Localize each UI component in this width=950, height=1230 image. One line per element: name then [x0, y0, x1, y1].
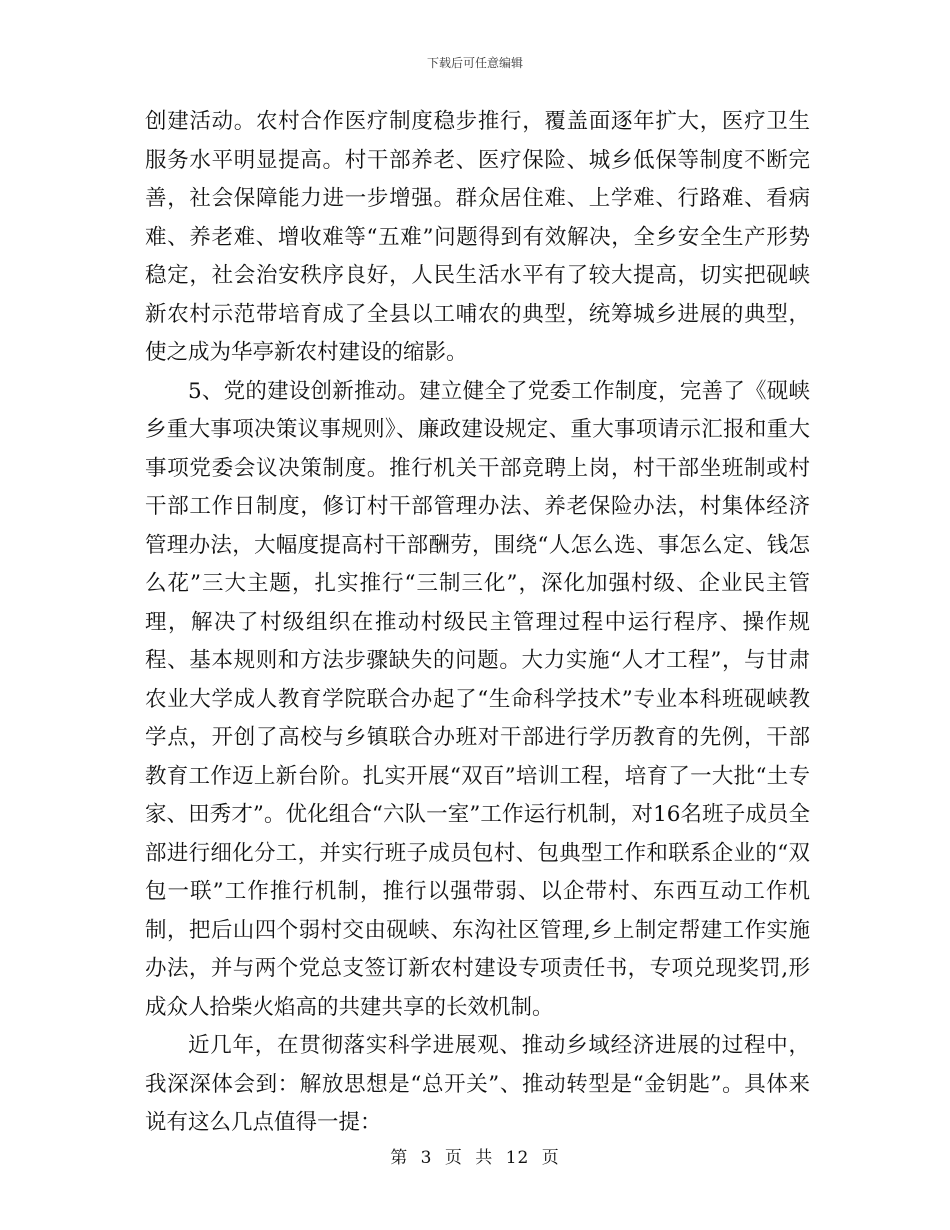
body-text: [145, 103, 810, 1143]
page-header-note: 下载后可任意编辑: [426, 56, 523, 70]
page-number: 第 3 页 共 12 页: [390, 1148, 560, 1168]
paragraph-continuation: 创建活动。农村合作医疗制度稳步推行，覆盖面逐年扩大，医疗卫生服务水平明显提高。村干部养老、医疗保险、城乡低保等制度不断完善，社会保障能力进一步增强。群众居住难、上学难、行路难、看病难、养老难、增收难等“五难”问题得到有效解决，全乡安全生产形势稳定，社会治安秩序良好，人民生活水平有了较大提高，切实把砚峡新农村示范带培育成了全县以工哺农的典型，统筹城乡进展的典型，使之成为华亭新农村建设的缩影。: [145, 109, 810, 365]
paragraph-reflection: 近几年，在贯彻落实科学进展观、推动乡域经济进展的过程中，我深深体会到：解放思想是“总开关”、推动转型是“金钥匙”。具体来说有这么几点值得一提：: [145, 1033, 810, 1135]
paragraph-party-building: 5、党的建设创新推动。建立健全了党委工作制度，完善了《砚峡乡重大事项决策议事规则》、廉政建设规定、重大事项请示汇报和重大事项党委会议决策制度。推行机关干部竞聘上岗，村干部坐班制或村干部工作日制度，修订村干部管理办法、养老保险办法，村集体经济管理办法，大幅度提高村干部酬劳，围绕“人怎么选、事怎么定、钱怎么花”三大主题，扎实推行“三制三化”，深化加强村级、企业民主管理，解决了村级组织在推动村级民主管理过程中运行程序、操作规程、基本规则和方法步骤缺失的问题。大力实施“人才工程”，与甘肃农业大学成人教育学院联合办起了“生命科学技术”专业本科班砚峡教学点，开创了高校与乡镇联合办班对干部进行学历教育的先例，干部教育工作迈上新台阶。扎实开展“双百”培训工程，培育了一大批“土专家、田秀才”。优化组合“六队一室”工作运行机制，对16名班子成员全部进行细化分工，并实行班子成员包村、包典型工作和联系企业的“双包一联”工作推行机制，推行以强带弱、以企带村、东西互动工作机制，把后山四个弱村交由砚峡、东沟社区管理,乡上制定帮建工作实施办法，并与两个党总支签订新农村建设专项责任书，专项兑现奖罚,形成众人拾柴火焰高的共建共享的长效机制。: [145, 378, 810, 1020]
